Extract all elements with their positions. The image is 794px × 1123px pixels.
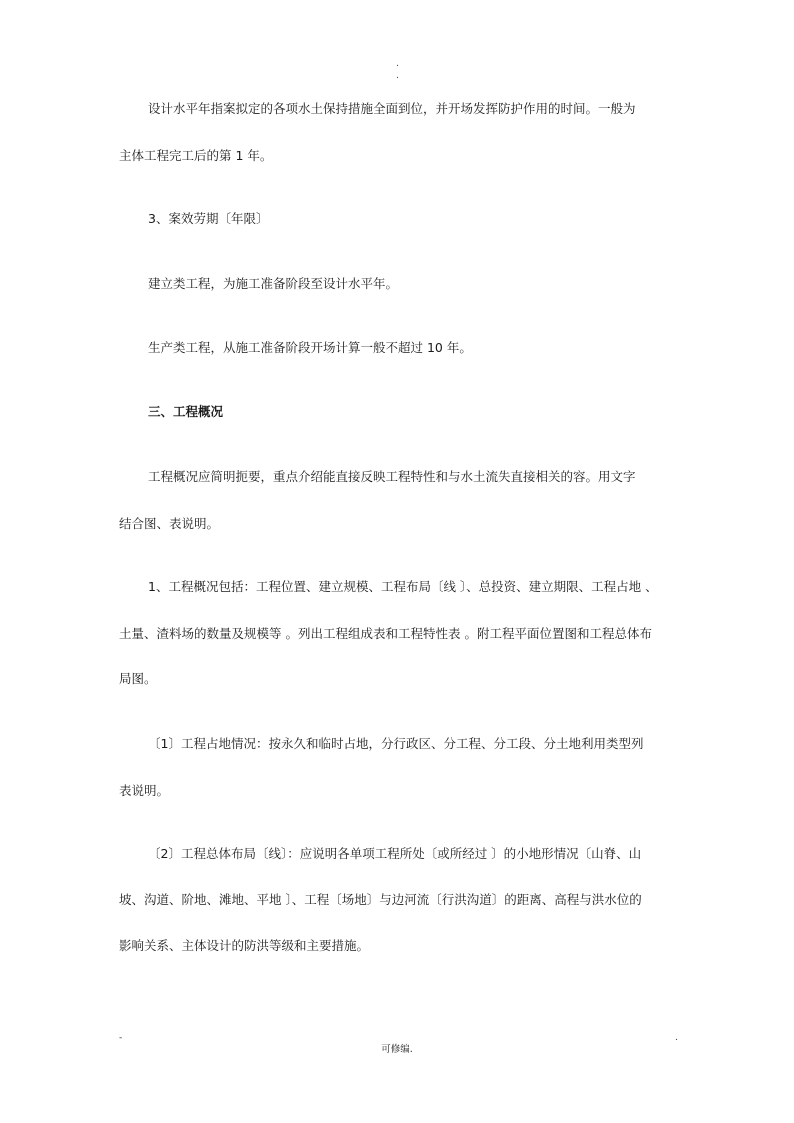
paragraph-line: 1、工程概况包括：工程位置、建立规模、工程布局〔线 〕、总投资、建立期限、工程占地 、: [148, 579, 658, 594]
footer-editable-note: 可修编.: [381, 1044, 413, 1055]
paragraph-line: 3、案效劳期〔年限〕: [148, 211, 269, 226]
paragraph-line: 工程概况应简明扼要，重点介绍能直接反映工程特性和与水土流失直接相关的容。用文字: [148, 469, 636, 484]
paragraph-line: 坡、沟道、阶地、滩地、平地 〕、工程〔场地〕与边河流〔行洪沟道〕的距离、高程与洪水位的: [119, 892, 642, 907]
paragraph-line: 生产类工程，从施工准备阶段开场计算一般不超过 10 年。: [148, 340, 472, 355]
paragraph-line: 设计水平年指案拟定的各项水土保持措施全面到位，并开场发挥防护作用的时间。一般为: [148, 101, 636, 116]
header-dot-top: .: [396, 59, 399, 69]
footer-right-mark: .: [675, 1033, 678, 1043]
header-dot-bottom: .: [396, 71, 399, 81]
paragraph-line: 结合图、表说明。: [119, 516, 220, 531]
paragraph-line: 主体工程完工后的第 1 年。: [119, 148, 273, 163]
paragraph-line: 影响关系、主体设计的防洪等级和主要措施。: [119, 938, 370, 953]
paragraph-line: 土量、渣料场的数量及规模等 。列出工程组成表和工程特性表 。附工程平面位置图和工程总体布: [119, 626, 652, 641]
section-heading: 三、工程概况: [148, 404, 224, 419]
paragraph-line: 局图。: [119, 671, 157, 686]
paragraph-line: 〔1〕工程占地情况：按永久和临时占地，分行政区、分工程、分工段、分土地利用类型列: [148, 736, 644, 751]
paragraph-line: 表说明。: [119, 783, 170, 798]
paragraph-line: 建立类工程，为施工准备阶段至设计水平年。: [148, 276, 399, 291]
paragraph-line: 〔2〕工程总体布局〔线〕：应说明各单项工程所处〔或所经过 〕的小地形情况〔山脊、山: [148, 846, 642, 861]
footer-left-mark: -: [119, 1033, 123, 1043]
